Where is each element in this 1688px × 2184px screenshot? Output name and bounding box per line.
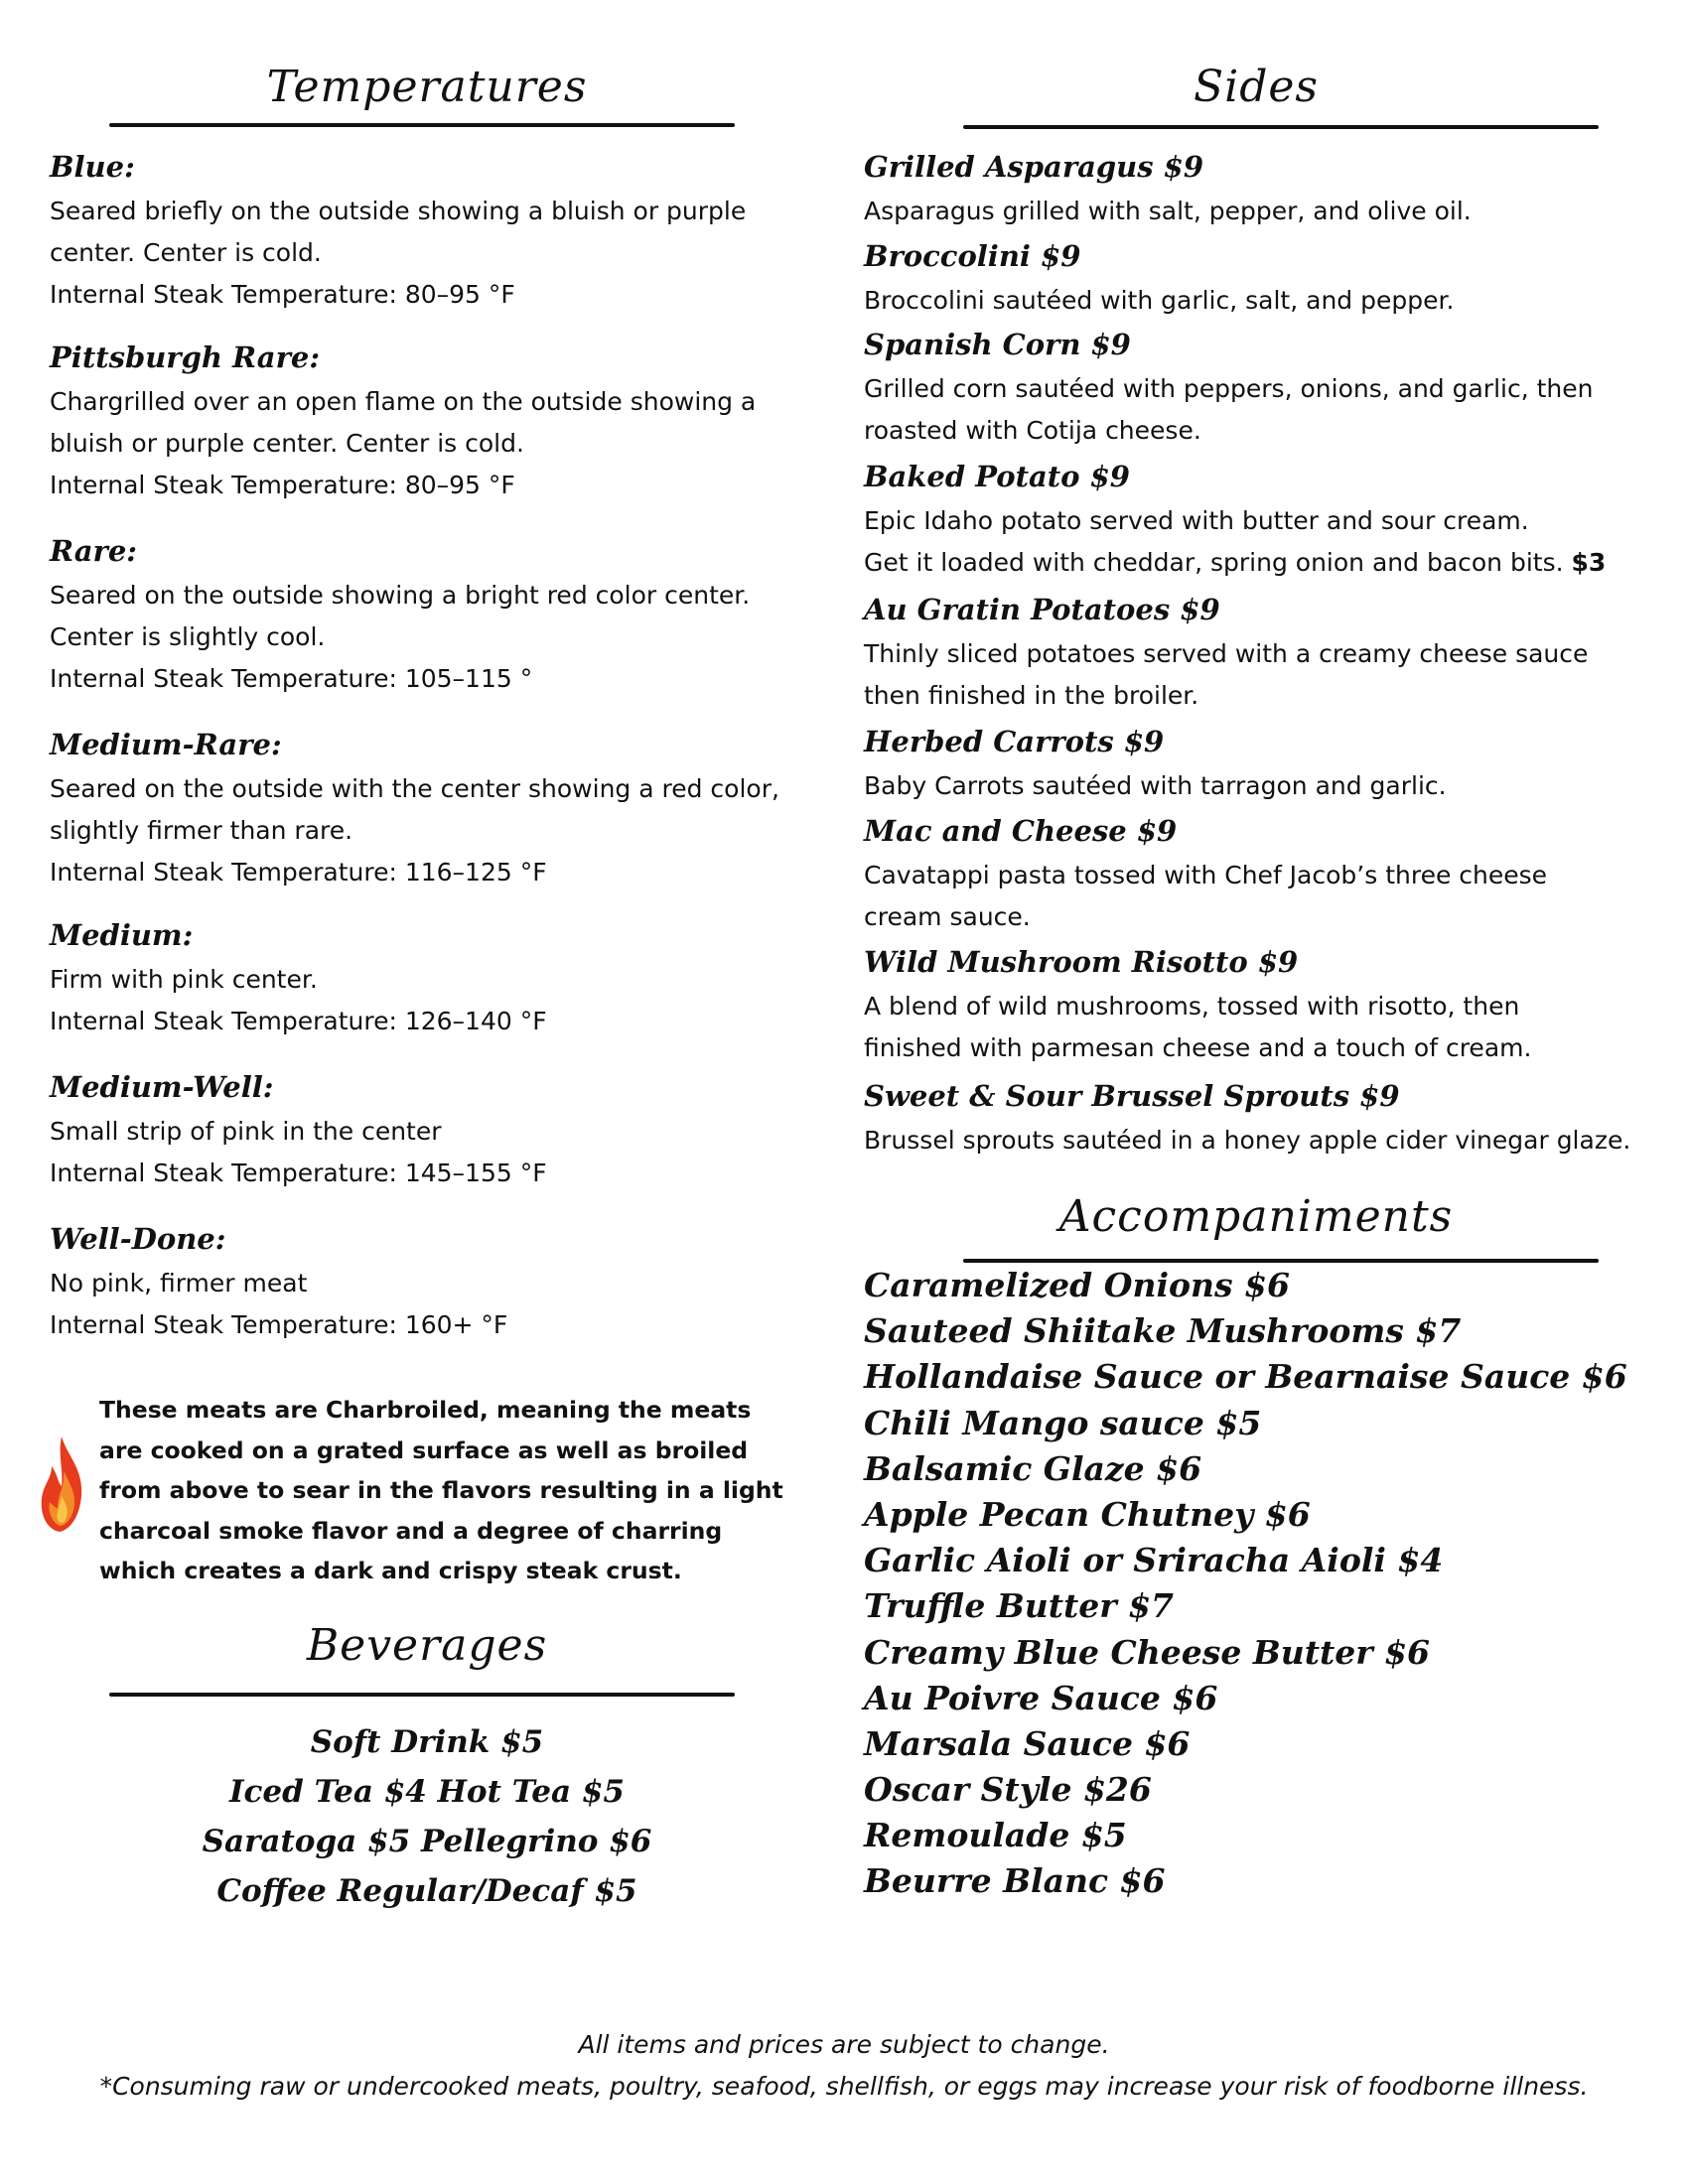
side-desc: Asparagus grilled with salt, pepper, and olive oil. <box>864 197 1472 225</box>
side-desc: A blend of wild mushrooms, tossed with risotto, then <box>864 992 1520 1021</box>
temp-item-well-done <box>50 1219 804 1346</box>
accompaniment-item: Sauteed Shiitake Mushrooms $7 <box>864 1311 1462 1351</box>
temp-internal: Internal Steak Temperature: 80–95 °F <box>50 280 515 309</box>
temp-item-medium <box>50 915 804 1042</box>
temperatures-heading: Temperatures <box>266 62 588 112</box>
footer-health-warning: *Consuming raw or undercooked meats, poultry, seafood, shellfish, or eggs may increase your risk of foodborne illness. <box>99 2072 1589 2101</box>
side-name: Wild Mushroom Risotto $9 <box>864 945 1299 979</box>
sides-divider <box>963 125 1599 129</box>
side-upgrade-price: $3 <box>1571 548 1607 577</box>
temp-internal: Internal Steak Temperature: 160+ °F <box>50 1310 508 1339</box>
temp-desc: No pink, firmer meat <box>50 1269 308 1297</box>
temp-desc: Seared on the outside with the center showing a red color, <box>50 774 779 803</box>
accompaniment-item: Remoulade $5 <box>864 1816 1127 1855</box>
temp-name: Medium: <box>50 918 194 952</box>
temp-item-rare <box>50 531 804 700</box>
side-item <box>864 455 1648 584</box>
side-upgrade-text: Get it loaded with cheddar, spring onion and bacon bits. <box>864 548 1564 577</box>
temp-desc: slightly firmer than rare. <box>50 816 353 845</box>
temp-name: Rare: <box>50 534 137 568</box>
accompaniments-list <box>864 1263 1648 1905</box>
side-name: Herbed Carrots $9 <box>864 725 1165 758</box>
side-desc: cream sauce. <box>864 902 1031 931</box>
side-upgrade <box>864 542 1648 584</box>
charbroil-note-line: These meats are Charbroiled, meaning the meats <box>99 1396 752 1424</box>
side-desc: then finished in the broiler. <box>864 681 1199 710</box>
beverage-item: Saratoga $5 Pellegrino $6 <box>202 1824 652 1859</box>
side-desc: Epic Idaho potato served with butter and sour cream. <box>864 506 1529 535</box>
side-item <box>864 940 1648 1069</box>
accompaniment-item: Balsamic Glaze $6 <box>864 1448 1202 1488</box>
side-name: Sweet & Sour Brussel Sprouts $9 <box>864 1079 1400 1113</box>
accompaniment-item: Au Poivre Sauce $6 <box>864 1678 1218 1717</box>
beverage-item: Iced Tea $4 Hot Tea $5 <box>229 1774 625 1810</box>
temp-desc: Center is slightly cool. <box>50 622 326 651</box>
side-desc: Baby Carrots sautéed with tarragon and garlic. <box>864 771 1447 800</box>
accompaniment-item: Creamy Blue Cheese Butter $6 <box>864 1632 1430 1672</box>
temp-internal: Internal Steak Temperature: 126–140 °F <box>50 1007 547 1035</box>
temp-name: Pittsburgh Rare: <box>50 341 321 374</box>
temp-name: Medium-Rare: <box>50 728 282 761</box>
temp-item-pittsburgh-rare <box>50 338 804 506</box>
accompaniment-item: Garlic Aioli or Sriracha Aioli $4 <box>864 1541 1444 1580</box>
footer-price-notice: All items and prices are subject to change. <box>578 2030 1110 2059</box>
side-desc: Broccolini sautéed with garlic, salt, and pepper. <box>864 286 1455 315</box>
temp-desc: Firm with pink center. <box>50 965 318 994</box>
accompaniments-heading: Accompaniments <box>1058 1191 1454 1242</box>
charbroil-note-line: charcoal smoke flavor and a degree of charring <box>99 1516 723 1545</box>
temp-name: Well-Done: <box>50 1222 226 1256</box>
accompaniment-item: Apple Pecan Chutney $6 <box>864 1494 1311 1534</box>
charbroil-note-line: from above to sear in the flavors resulting in a light <box>99 1476 783 1504</box>
side-name: Mac and Cheese $9 <box>864 814 1178 848</box>
side-item <box>864 234 1648 322</box>
accompaniment-item: Chili Mango sauce $5 <box>864 1403 1262 1442</box>
side-item <box>864 588 1648 717</box>
side-item <box>864 323 1648 452</box>
temp-desc: Chargrilled over an open flame on the outside showing a <box>50 387 757 416</box>
side-desc: Thinly sliced potatoes served with a creamy cheese sauce <box>864 639 1589 668</box>
charbroil-note-line: are cooked on a grated surface as well as broiled <box>99 1435 749 1464</box>
temp-name: Blue: <box>50 150 135 184</box>
temp-internal: Internal Steak Temperature: 105–115 ° <box>50 664 533 693</box>
beverage-item: Soft Drink $5 <box>310 1724 544 1760</box>
accompaniment-item: Beurre Blanc $6 <box>864 1861 1166 1901</box>
temp-desc: Seared briefly on the outside showing a bluish or purple <box>50 197 747 225</box>
temp-desc: bluish or purple center. Center is cold. <box>50 429 524 458</box>
temp-desc: Small strip of pink in the center <box>50 1117 442 1146</box>
temp-item-medium-rare <box>50 725 804 893</box>
beverages-heading: Beverages <box>306 1620 548 1671</box>
side-desc: Cavatappi pasta tossed with Chef Jacob’s three cheese <box>864 861 1548 889</box>
side-item <box>864 1074 1648 1161</box>
accompaniment-item: Hollandaise Sauce or Bearnaise Sauce $6 <box>864 1357 1627 1397</box>
temp-internal: Internal Steak Temperature: 116–125 °F <box>50 858 547 887</box>
side-desc: Grilled corn sautéed with peppers, onions, and garlic, then <box>864 374 1594 403</box>
temp-desc: center. Center is cold. <box>50 238 322 267</box>
side-desc: roasted with Cotija cheese. <box>864 416 1201 445</box>
side-name: Baked Potato $9 <box>864 460 1130 493</box>
beverages-list <box>50 1717 804 1916</box>
side-item <box>864 809 1648 938</box>
side-name: Spanish Corn $9 <box>864 328 1131 361</box>
temp-desc: Seared on the outside showing a bright red color center. <box>50 581 751 610</box>
accompaniment-item: Caramelized Onions $6 <box>864 1266 1290 1304</box>
side-desc: Brussel sprouts sautéed in a honey apple cider vinegar glaze. <box>864 1126 1631 1155</box>
side-name: Broccolini $9 <box>864 239 1081 273</box>
temp-item-medium-well <box>50 1067 804 1194</box>
accompaniment-item: Truffle Butter $7 <box>864 1586 1175 1626</box>
temp-item-blue <box>50 147 804 316</box>
temp-internal: Internal Steak Temperature: 145–155 °F <box>50 1159 547 1187</box>
flame-icon <box>38 1434 85 1534</box>
side-item <box>864 720 1648 807</box>
side-name: Grilled Asparagus $9 <box>864 150 1204 184</box>
side-name: Au Gratin Potatoes $9 <box>864 593 1220 626</box>
temperatures-divider <box>109 123 735 127</box>
temp-internal: Internal Steak Temperature: 80–95 °F <box>50 471 515 499</box>
temp-name: Medium-Well: <box>50 1070 274 1104</box>
charbroil-note-line: which creates a dark and crispy steak crust. <box>99 1557 682 1584</box>
accompaniment-item: Marsala Sauce $6 <box>864 1723 1191 1763</box>
charbroil-note <box>99 1390 814 1591</box>
side-desc: finished with parmesan cheese and a touch of cream. <box>864 1033 1532 1062</box>
beverage-item: Coffee Regular/Decaf $5 <box>216 1873 637 1909</box>
beverages-divider <box>109 1693 735 1697</box>
accompaniment-item: Oscar Style $26 <box>864 1770 1152 1810</box>
sides-heading: Sides <box>1194 62 1319 112</box>
side-item <box>864 145 1648 232</box>
